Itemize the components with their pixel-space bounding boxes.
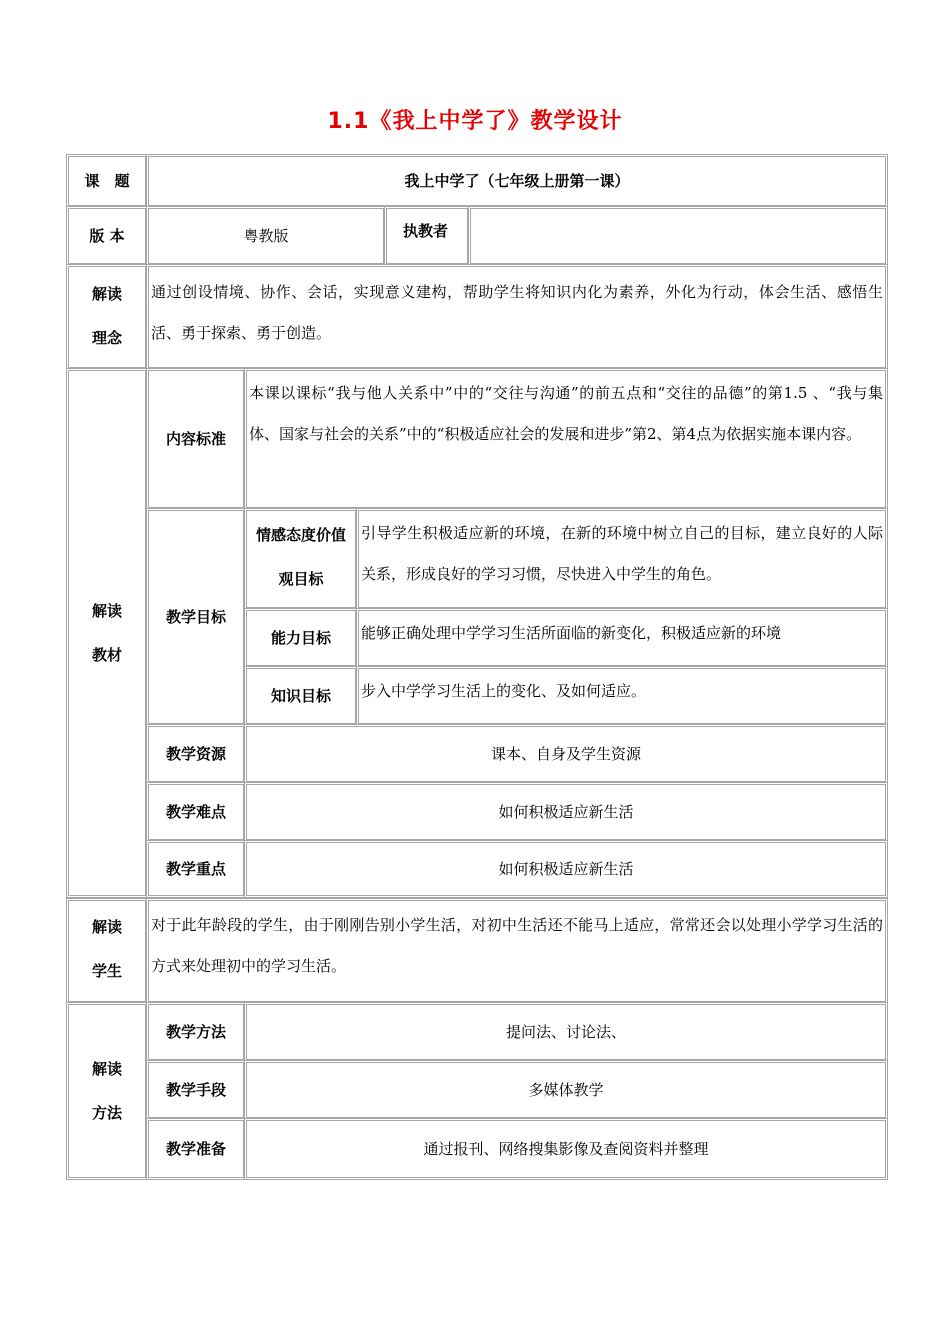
teaching-method-label: 教学方法 <box>146 1002 246 1062</box>
difficulty-label: 教学难点 <box>146 782 246 842</box>
preparation-value: 通过报刊、网络搜集影像及查阅资料并整理 <box>244 1118 888 1180</box>
students-text: 对于此年龄段的学生，由于刚刚告别小学生活，对初中生活还不能马上适应，常常还会以处理小学学习生活的方式来处理初中的学习生活。 <box>146 898 888 1004</box>
knowledge-goal-label: 知识目标 <box>244 666 358 726</box>
knowledge-goal-text: 步入中学学习生活上的变化、及如何适应。 <box>356 666 888 726</box>
emotion-goal-label: 情感态度价值 观目标 <box>244 508 358 610</box>
page-title: 1.1《我上中学了》教学设计 <box>327 109 623 134</box>
resources-label: 教学资源 <box>146 724 246 784</box>
teaching-method-value: 提问法、讨论法、 <box>244 1002 888 1062</box>
edition-label: 版 本 <box>66 206 148 266</box>
teacher-value <box>468 206 888 266</box>
concept-label: 解读 理念 <box>66 264 148 370</box>
edition-value: 粤教版 <box>146 206 386 266</box>
focus-label: 教学重点 <box>146 840 246 898</box>
concept-text: 通过创设情境、协作、会话，实现意义建构，帮助学生将知识内化为素养，外化为行动，体会生活、感悟生活、勇于探索、勇于创造。 <box>146 264 888 370</box>
focus-value: 如何积极适应新生活 <box>244 840 888 898</box>
topic-value: 我上中学了（七年级上册第一课） <box>146 154 888 208</box>
teaching-goals-label: 教学目标 <box>146 508 246 726</box>
resources-value: 课本、自身及学生资源 <box>244 724 888 784</box>
emotion-goal-text: 引导学生积极适应新的环境，在新的环境中树立自己的目标，建立良好的人际关系，形成良好的学习习惯，尽快进入中学生的角色。 <box>356 508 888 610</box>
content-standard-text: 本课以课标“我与他人关系中”中的“交往与沟通”的前五点和“交往的品德”的第1.5 、“我与集体、国家与社会的关系”中的“积极适应社会的发展和进步”第2、第4点为依据实施本课内容。 <box>244 368 888 510</box>
difficulty-value: 如何积极适应新生活 <box>244 782 888 842</box>
method-label: 解读 方法 <box>66 1002 148 1180</box>
content-standard-label: 内容标准 <box>146 368 246 510</box>
teaching-means-value: 多媒体教学 <box>244 1060 888 1120</box>
ability-goal-text: 能够正确处理中学学习生活所面临的新变化，积极适应新的环境 <box>356 608 888 668</box>
students-label: 解读 学生 <box>66 898 148 1004</box>
teaching-means-label: 教学手段 <box>146 1060 246 1120</box>
ability-goal-label: 能力目标 <box>244 608 358 668</box>
preparation-label: 教学准备 <box>146 1118 246 1180</box>
material-label: 解读 教材 <box>66 368 148 898</box>
topic-label: 课 题 <box>66 154 148 208</box>
teacher-label: 执教者 <box>384 206 470 266</box>
